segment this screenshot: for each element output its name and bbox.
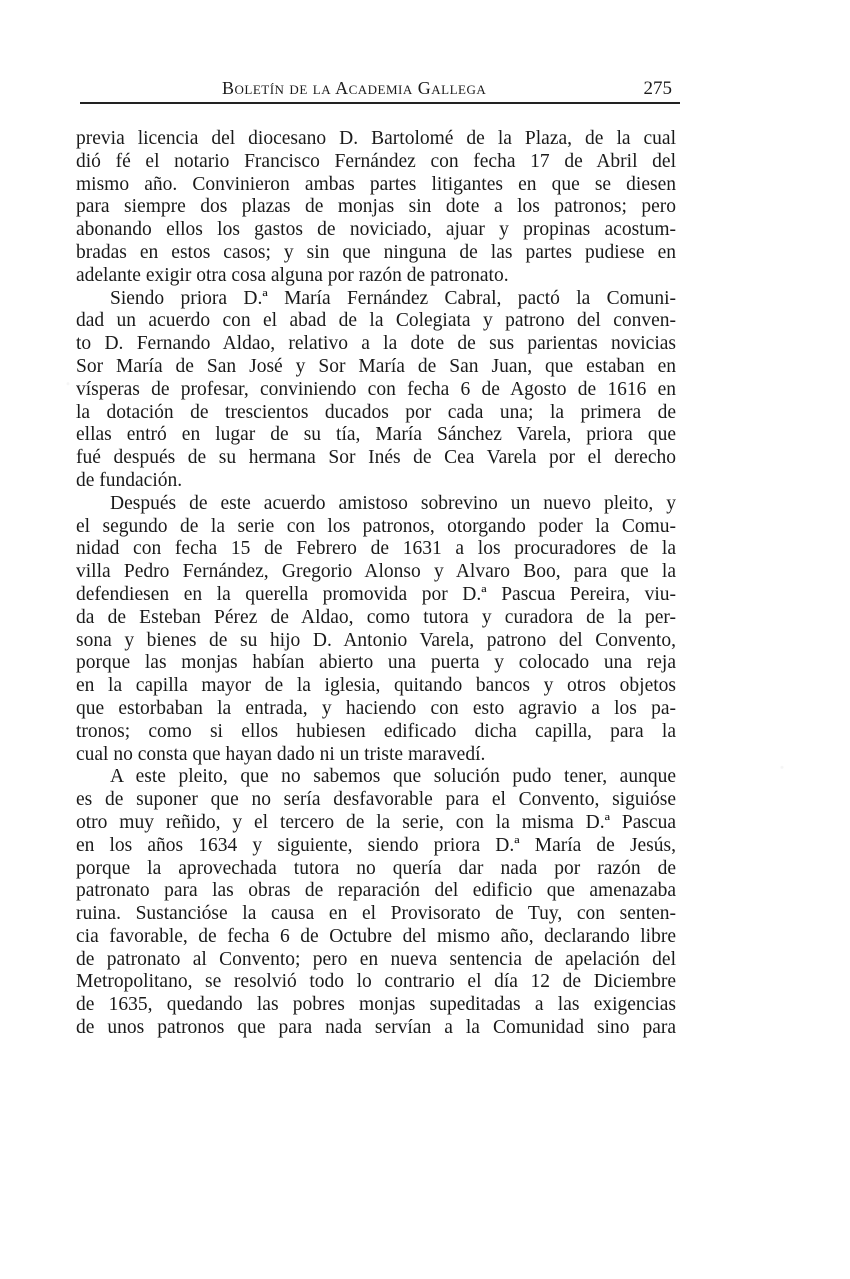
text-line: Sor María de San José y Sor María de San Juan, que estaban en <box>76 355 676 377</box>
text-line: adelante exigir otra cosa alguna por razón de patronato. <box>76 264 509 286</box>
text-line: villa Pedro Fernández, Gregorio Alonso y Alvaro Boo, para que la <box>76 561 676 583</box>
text-line: abonando ellos los gastos de noviciado, ajuar y propinas acostum- <box>76 219 676 241</box>
text-line: dió fé el notario Francisco Fernández con fecha 17 de Abril del <box>76 150 676 172</box>
running-title: Boletín de la Academia Gallega <box>222 78 487 98</box>
text-line: para siempre dos plazas de monjas sin dote a los patronos; pero <box>76 196 676 218</box>
page-number: 275 <box>643 78 672 99</box>
text-line: de fundación. <box>76 469 183 491</box>
text-line: fué después de su hermana Sor Inés de Cea Varela por el derecho <box>76 447 676 469</box>
text-line: vísperas de profesar, conviniendo con fecha 6 de Agosto de 1616 en <box>76 378 676 400</box>
text-line: de patronato al Convento; pero en nueva sentencia de apelación del <box>76 948 676 970</box>
text-line: de unos patronos que para nada servían a la Comunidad sino para <box>76 1017 676 1039</box>
text-line: sona y bienes de su hijo D. Antonio Varela, patrono del Convento, <box>76 629 676 651</box>
text-line: ellas entró en lugar de su tía, María Sánchez Varela, priora que <box>76 424 676 446</box>
text-line: Después de este acuerdo amistoso sobrevino un nuevo pleito, y <box>110 492 676 514</box>
header-rule <box>80 102 680 104</box>
text-line: tronos; como si ellos hubiesen edificado dicha capilla, para la <box>76 720 676 742</box>
text-line: es de suponer que no sería desfavorable para el Convento, siguióse <box>76 789 676 811</box>
text-line: Siendo priora D.ª María Fernández Cabral, pactó la Comuni- <box>110 287 676 309</box>
text-line: cia favorable, de fecha 6 de Octubre del mismo año, declarando libre <box>76 925 676 947</box>
text-line: en los años 1634 y siguiente, siendo priora D.ª María de Jesús, <box>76 834 676 856</box>
text-line: dad un acuerdo con el abad de la Colegiata y patrono del conven- <box>76 310 676 332</box>
text-line: A este pleito, que no sabemos que solución pudo tener, aunque <box>110 766 676 788</box>
text-line: porque la aprovechada tutora no quería dar nada por razón de <box>76 857 676 879</box>
text-line: mismo año. Convinieron ambas partes litigantes en que se diesen <box>76 173 676 195</box>
text-line: el segundo de la serie con los patronos, otorgando poder la Comu- <box>76 515 676 537</box>
text-line: que estorbaban la entrada, y haciendo con esto agravio a los pa- <box>76 697 676 719</box>
page-header <box>80 74 680 104</box>
text-line: nidad con fecha 15 de Febrero de 1631 a los procuradores de la <box>76 538 676 560</box>
body-text <box>76 128 676 1040</box>
text-line: defendiesen en la querella promovida por D.ª Pascua Pereira, viu- <box>76 583 676 605</box>
text-line: de 1635, quedando las pobres monjas supeditadas a las exigencias <box>76 994 676 1016</box>
text-line: en la capilla mayor de la iglesia, quitando bancos y otros objetos <box>76 675 676 697</box>
text-line: bradas en estos casos; y sin que ninguna de las partes pudiese en <box>76 241 676 263</box>
text-line: cual no consta que hayan dado ni un triste maravedí. <box>76 743 486 765</box>
text-line: da de Esteban Pérez de Aldao, como tutora y curadora de la per- <box>76 606 676 628</box>
text-line: otro muy reñido, y el tercero de la serie, con la misma D.ª Pascua <box>76 811 676 833</box>
text-line: la dotación de trescientos ducados por cada una; la primera de <box>76 401 676 423</box>
text-line: porque las monjas habían abierto una puerta y colocado una reja <box>76 652 676 674</box>
text-line: Metropolitano, se resolvió todo lo contrario el día 12 de Diciembre <box>76 971 676 993</box>
text-line: patronato para las obras de reparación del edificio que amenazaba <box>76 880 676 902</box>
text-line: previa licencia del diocesano D. Bartolomé de la Plaza, de la cual <box>76 128 676 149</box>
text-line: ruina. Sustancióse la causa en el Provisorato de Tuy, con senten- <box>76 903 676 925</box>
text-line: to D. Fernando Aldao, relativo a la dote de sus parientas novicias <box>76 333 676 355</box>
